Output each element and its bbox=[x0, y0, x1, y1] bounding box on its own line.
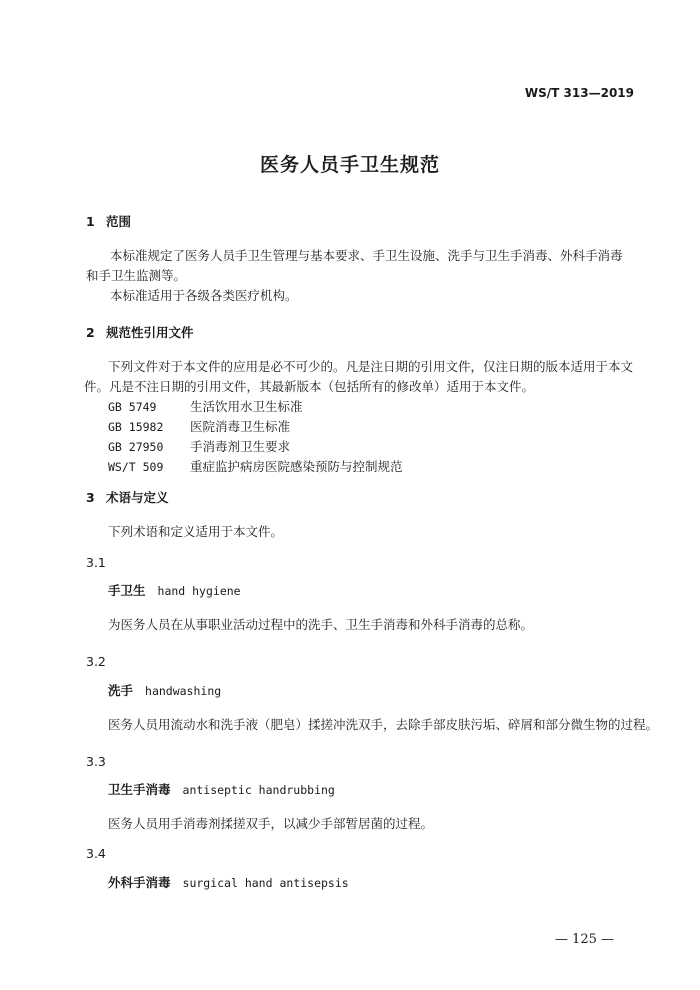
terms-intro: 下列术语和定义适用于本文件。 bbox=[108, 524, 284, 539]
reference-item bbox=[108, 457, 403, 475]
reference-name: 生活饮用水卫生标准 bbox=[190, 399, 303, 414]
section-number: 1 bbox=[86, 214, 95, 229]
term-chinese: 卫生手消毒 bbox=[108, 782, 171, 797]
section-title: 范围 bbox=[106, 214, 132, 229]
section-number: 2 bbox=[86, 325, 95, 340]
section-heading-2 bbox=[86, 323, 194, 341]
term-heading bbox=[108, 780, 335, 798]
term-chinese: 手卫生 bbox=[108, 583, 146, 598]
scope-paragraph-2: 本标准适用于各级各类医疗机构。 bbox=[110, 288, 298, 303]
term-heading bbox=[108, 873, 349, 891]
standard-code: WS/T 313—2019 bbox=[524, 86, 634, 100]
term-number: 3.3 bbox=[86, 754, 106, 769]
section-heading-3 bbox=[86, 488, 169, 506]
reference-code: WS/T 509 bbox=[108, 460, 164, 474]
reference-item bbox=[108, 397, 303, 415]
term-definition: 为医务人员在从事职业活动过程中的洗手、卫生手消毒和外科手消毒的总称。 bbox=[108, 617, 534, 632]
scope-paragraph-1: 本标准规定了医务人员手卫生管理与基本要求、手卫生设施、洗手与卫生手消毒、外科手消毒和手卫生监测等。 bbox=[86, 248, 623, 283]
normative-paragraph: 下列文件对于本文件的应用是必不可少的。凡是注日期的引用文件，仅注日期的版本适用于本文件。凡是不注日期的引用文件，其最新版本（包括所有的修改单）适用于本文件。 bbox=[84, 359, 634, 394]
reference-name: 手消毒剂卫生要求 bbox=[190, 439, 291, 454]
reference-item bbox=[108, 437, 290, 455]
term-number: 3.2 bbox=[86, 654, 106, 669]
term-chinese: 外科手消毒 bbox=[108, 875, 171, 890]
section-title: 术语与定义 bbox=[106, 490, 169, 505]
section-title: 规范性引用文件 bbox=[106, 325, 194, 340]
page-number: — 125 — bbox=[554, 932, 614, 947]
term-number: 3.1 bbox=[86, 555, 106, 570]
term-english: antiseptic handrubbing bbox=[182, 783, 335, 797]
reference-name: 重症监护病房医院感染预防与控制规范 bbox=[190, 459, 403, 474]
term-chinese: 洗手 bbox=[108, 683, 134, 698]
term-heading bbox=[108, 681, 221, 699]
reference-name: 医院消毒卫生标准 bbox=[190, 419, 291, 434]
term-english: surgical hand antisepsis bbox=[182, 876, 349, 890]
term-heading bbox=[108, 581, 241, 599]
term-definition: 医务人员用手消毒剂揉搓双手，以减少手部暂居菌的过程。 bbox=[108, 816, 434, 831]
section-heading-1 bbox=[86, 212, 131, 230]
term-number: 3.4 bbox=[86, 846, 106, 861]
section-number: 3 bbox=[86, 490, 95, 505]
term-definition: 医务人员用流动水和洗手液（肥皂）揉搓冲洗双手，去除手部皮肤污垢、碎屑和部分微生物的过程。 bbox=[108, 717, 659, 732]
reference-code: GB 5749 bbox=[108, 400, 157, 414]
reference-item bbox=[108, 417, 290, 435]
reference-code: GB 15982 bbox=[108, 420, 164, 434]
reference-code: GB 27950 bbox=[108, 440, 164, 454]
term-english: hand hygiene bbox=[157, 584, 241, 598]
document-title: 医务人员手卫生规范 bbox=[259, 154, 440, 176]
term-english: handwashing bbox=[145, 684, 222, 698]
